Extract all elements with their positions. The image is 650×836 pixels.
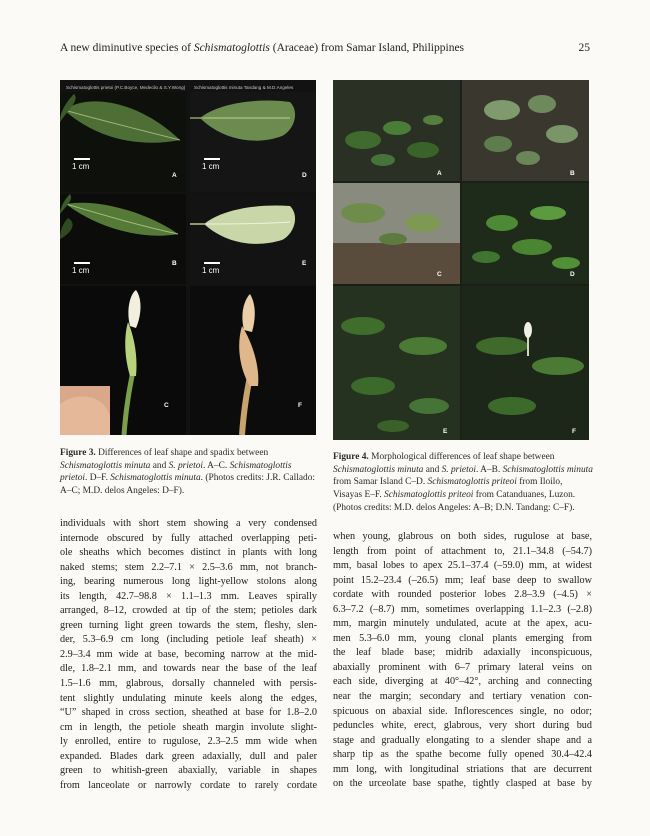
caption-text: . (Photos credits: J.R. Callado: A–C; M.D. delos Angeles: D–F). (60, 473, 315, 497)
caption-species: Schismatoglottis priteoi (427, 477, 517, 488)
caption-text: and (150, 460, 169, 471)
body-line: internode obscured by fully attached overlapping peti- (60, 532, 317, 544)
body-column-left (60, 517, 317, 793)
caption-text: from Iloilo, Visayas E–F. (333, 477, 563, 501)
body-line: stage and gradually elongating to a slender shape and a (333, 734, 592, 746)
caption-figure-number: Figure 4. (333, 452, 369, 462)
figure-4-panel-c (333, 183, 460, 284)
body-line: mm, basal lobes to apex 25.1–37.4 (–59.0) mm, at widest (333, 560, 592, 572)
title-prefix: A new diminutive species of (60, 42, 194, 54)
scale-label: 1 cm (72, 162, 90, 171)
body-line: on the urceolate base spathe, tightly clasped at base by (333, 778, 592, 790)
body-line: its length, 42.7–98.8 × 1.1–1.3 mm. Leaves spirally (60, 590, 317, 602)
caption-text: Differences of leaf shape and spadix between (95, 448, 269, 458)
caption-species: Schismatoglottis prietoi (60, 460, 292, 484)
figure-4-panel-f (462, 286, 589, 440)
panel-label: B (172, 260, 177, 267)
habitat-photo-f (462, 286, 589, 440)
body-line: length from point of attachment to, 21.1–34.8 (–54.7) (333, 545, 592, 557)
figure-3-panel-b (60, 194, 186, 284)
caption-text: . D–F. (85, 473, 111, 484)
caption-text: . A–B. (475, 464, 503, 475)
body-line: individuals with short stem showing a very condensed (60, 518, 317, 529)
body-line: abaxially prominent with 6–7 primary lateral veins on (333, 661, 592, 673)
body-line: der, 5.3–6.9 cm long (including petiole leaf sheath) × (60, 634, 317, 646)
figure-3-panel-f (190, 286, 316, 435)
body-line: point 15.2–23.4 (–26.5) mm; leaf base deep to swallow (333, 574, 592, 586)
caption-species: S. prietoi (168, 460, 203, 471)
caption-text: Morphological differences of leaf shape between (368, 452, 555, 462)
caption-text: from Catanduanes, Luzon. (Photos credits: M.D. delos Angeles: A–B; D.N. Tandang: C–F). (333, 490, 576, 513)
figure-3-panel-a (60, 92, 186, 192)
caption-species: Schismatoglottis minuta (110, 473, 201, 484)
figure-3-credit-left: Schismatoglottis prietoi (P.C.Boyce, Medecilo & S.Y.Wong) (66, 85, 186, 90)
body-line: expanded. Blades dark green adaxially, dull and paler (60, 750, 317, 762)
figure-4-panel-a (333, 80, 460, 181)
scale-label: 1 cm (202, 162, 220, 171)
habitat-photo-d (462, 183, 589, 284)
caption-text: and (423, 464, 442, 475)
body-line: men 5.3–6.0 mm, young clonal plants emerging from (333, 632, 592, 644)
body-line: cordate with rounded posterior lobes 2.8–3.9 (–4.5) × (333, 589, 592, 601)
body-line: each side, diverging at 40°–42°, arching and connecting (333, 676, 592, 688)
habitat-photo-e (333, 286, 460, 440)
spadix-photo-c (60, 286, 186, 435)
caption-species: Schismatoglottis minuta (60, 460, 151, 471)
panel-label: A (437, 170, 442, 177)
body-line: arranged, 8–12, crowded at tip of the stem; petioles dark (60, 605, 317, 617)
scale-bar (74, 158, 90, 160)
body-line: mm long, with longitudinal striations that are decurrent (333, 763, 592, 775)
body-line: 2.9–3.4 mm wide at base, becoming narrow at the mid- (60, 648, 317, 660)
panel-label: F (572, 428, 576, 435)
body-line: naked stems; stem 2.2–7.1 × 2.5–3.6 mm, not branch- (60, 561, 317, 573)
panel-label: E (302, 260, 307, 267)
leaf-photo-a (60, 92, 186, 192)
habitat-photo-b (462, 80, 589, 181)
figure-4-panel-e (333, 286, 460, 440)
panel-label: D (302, 172, 307, 179)
body-line: “U” shaped in cross section, sheathed at base for 1.8–2.0 (60, 707, 317, 719)
body-line: sharp tip as the spathe become fully opened 30.4–42.4 (333, 749, 592, 761)
caption-species: Schismatoglottis priteoi (384, 490, 474, 501)
body-line: peduncles white, erect, glabrous, very short during bud (333, 720, 592, 732)
scale-bar (204, 158, 220, 160)
panel-label: D (570, 271, 575, 278)
figure-4-panel-b (462, 80, 589, 181)
panel-label: C (437, 271, 442, 278)
title-suffix: (Araceae) from Samar Island, Philippines (269, 42, 465, 54)
caption-species: Schismatoglottis minuta (333, 464, 424, 475)
body-line: ly enrolled, entire to rugulose, 2.3–2.5 mm wide when (60, 736, 317, 748)
figure-3 (60, 80, 316, 435)
habitat-photo-a (333, 80, 460, 181)
body-line: spicuous on abaxial side. Inflorescences single, no odor; (333, 705, 592, 717)
body-line: cm in length, the petiole sheath margin involute slight- (60, 721, 317, 733)
running-title (60, 42, 464, 54)
body-line: green to whitish-green abaxially, variable in shapes (60, 765, 317, 777)
caption-text: from Samar Island C–D. (333, 477, 428, 488)
body-line: ing, bearing numerous long light-yellow stolons along (60, 576, 317, 588)
scale-bar (204, 262, 220, 264)
spadix-photo-f (190, 286, 316, 435)
caption-species: S. prietoi (441, 464, 476, 475)
body-line: ole sheaths which becomes distinct in plants with long (60, 547, 317, 559)
running-header (60, 42, 590, 56)
caption-text: . A–C. (202, 460, 230, 471)
body-line: tent slightly undulating minute keels along the edges, (60, 692, 317, 704)
page-number: 25 (578, 42, 590, 54)
panel-label: F (298, 402, 302, 409)
figure-3-caption (60, 447, 318, 498)
body-line: near the margin; secondary and tertiary venation con- (333, 691, 592, 703)
habitat-photo-c (333, 183, 460, 284)
body-line: mm, margin minutely undulated, acute at the apex, acu- (333, 618, 592, 630)
caption-figure-number: Figure 3. (60, 448, 96, 458)
figure-3-panel-c (60, 286, 186, 435)
figure-4-panel-d (462, 183, 589, 284)
figure-3-credit-right: Schismatoglottis minuta Tandang & M.D.Angeles (194, 85, 294, 90)
panel-label: B (570, 170, 575, 177)
figure-3-panel-d (190, 92, 316, 192)
figure-4 (333, 80, 589, 440)
scale-label: 1 cm (72, 266, 90, 275)
leaf-photo-d (190, 92, 316, 192)
body-line: the leaf blade base; midrib adaxially inconspicuous, (333, 647, 592, 659)
panel-label: E (443, 428, 448, 435)
body-line: 1.5–1.6 mm, glabrous, dorsally channeled with persis- (60, 678, 317, 690)
body-line: when young, glabrous on both sides, rugulose at base, (333, 531, 592, 542)
figure-3-panel-e (190, 194, 316, 284)
panel-label: C (164, 402, 169, 409)
body-line: green turning light green towards the stem, fleshy, slen- (60, 619, 317, 631)
body-line: dle, 1.8–2.1 mm, and towards near the base of the leaf (60, 663, 317, 675)
figure-4-caption (333, 451, 593, 515)
title-genus: Schismatoglottis (193, 42, 270, 54)
body-line: from lanceolate or narrowly cordate to rarely cordate (60, 779, 317, 791)
scale-bar (74, 262, 90, 264)
scale-label: 1 cm (202, 266, 220, 275)
body-column-right (333, 530, 592, 792)
panel-label: A (172, 172, 177, 179)
body-line: 6.3–7.2 (–8.7) mm, sometimes overlapping 1.1–2.3 (–2.8) (333, 603, 592, 615)
caption-species: Schismatoglottis minuta (502, 464, 593, 475)
